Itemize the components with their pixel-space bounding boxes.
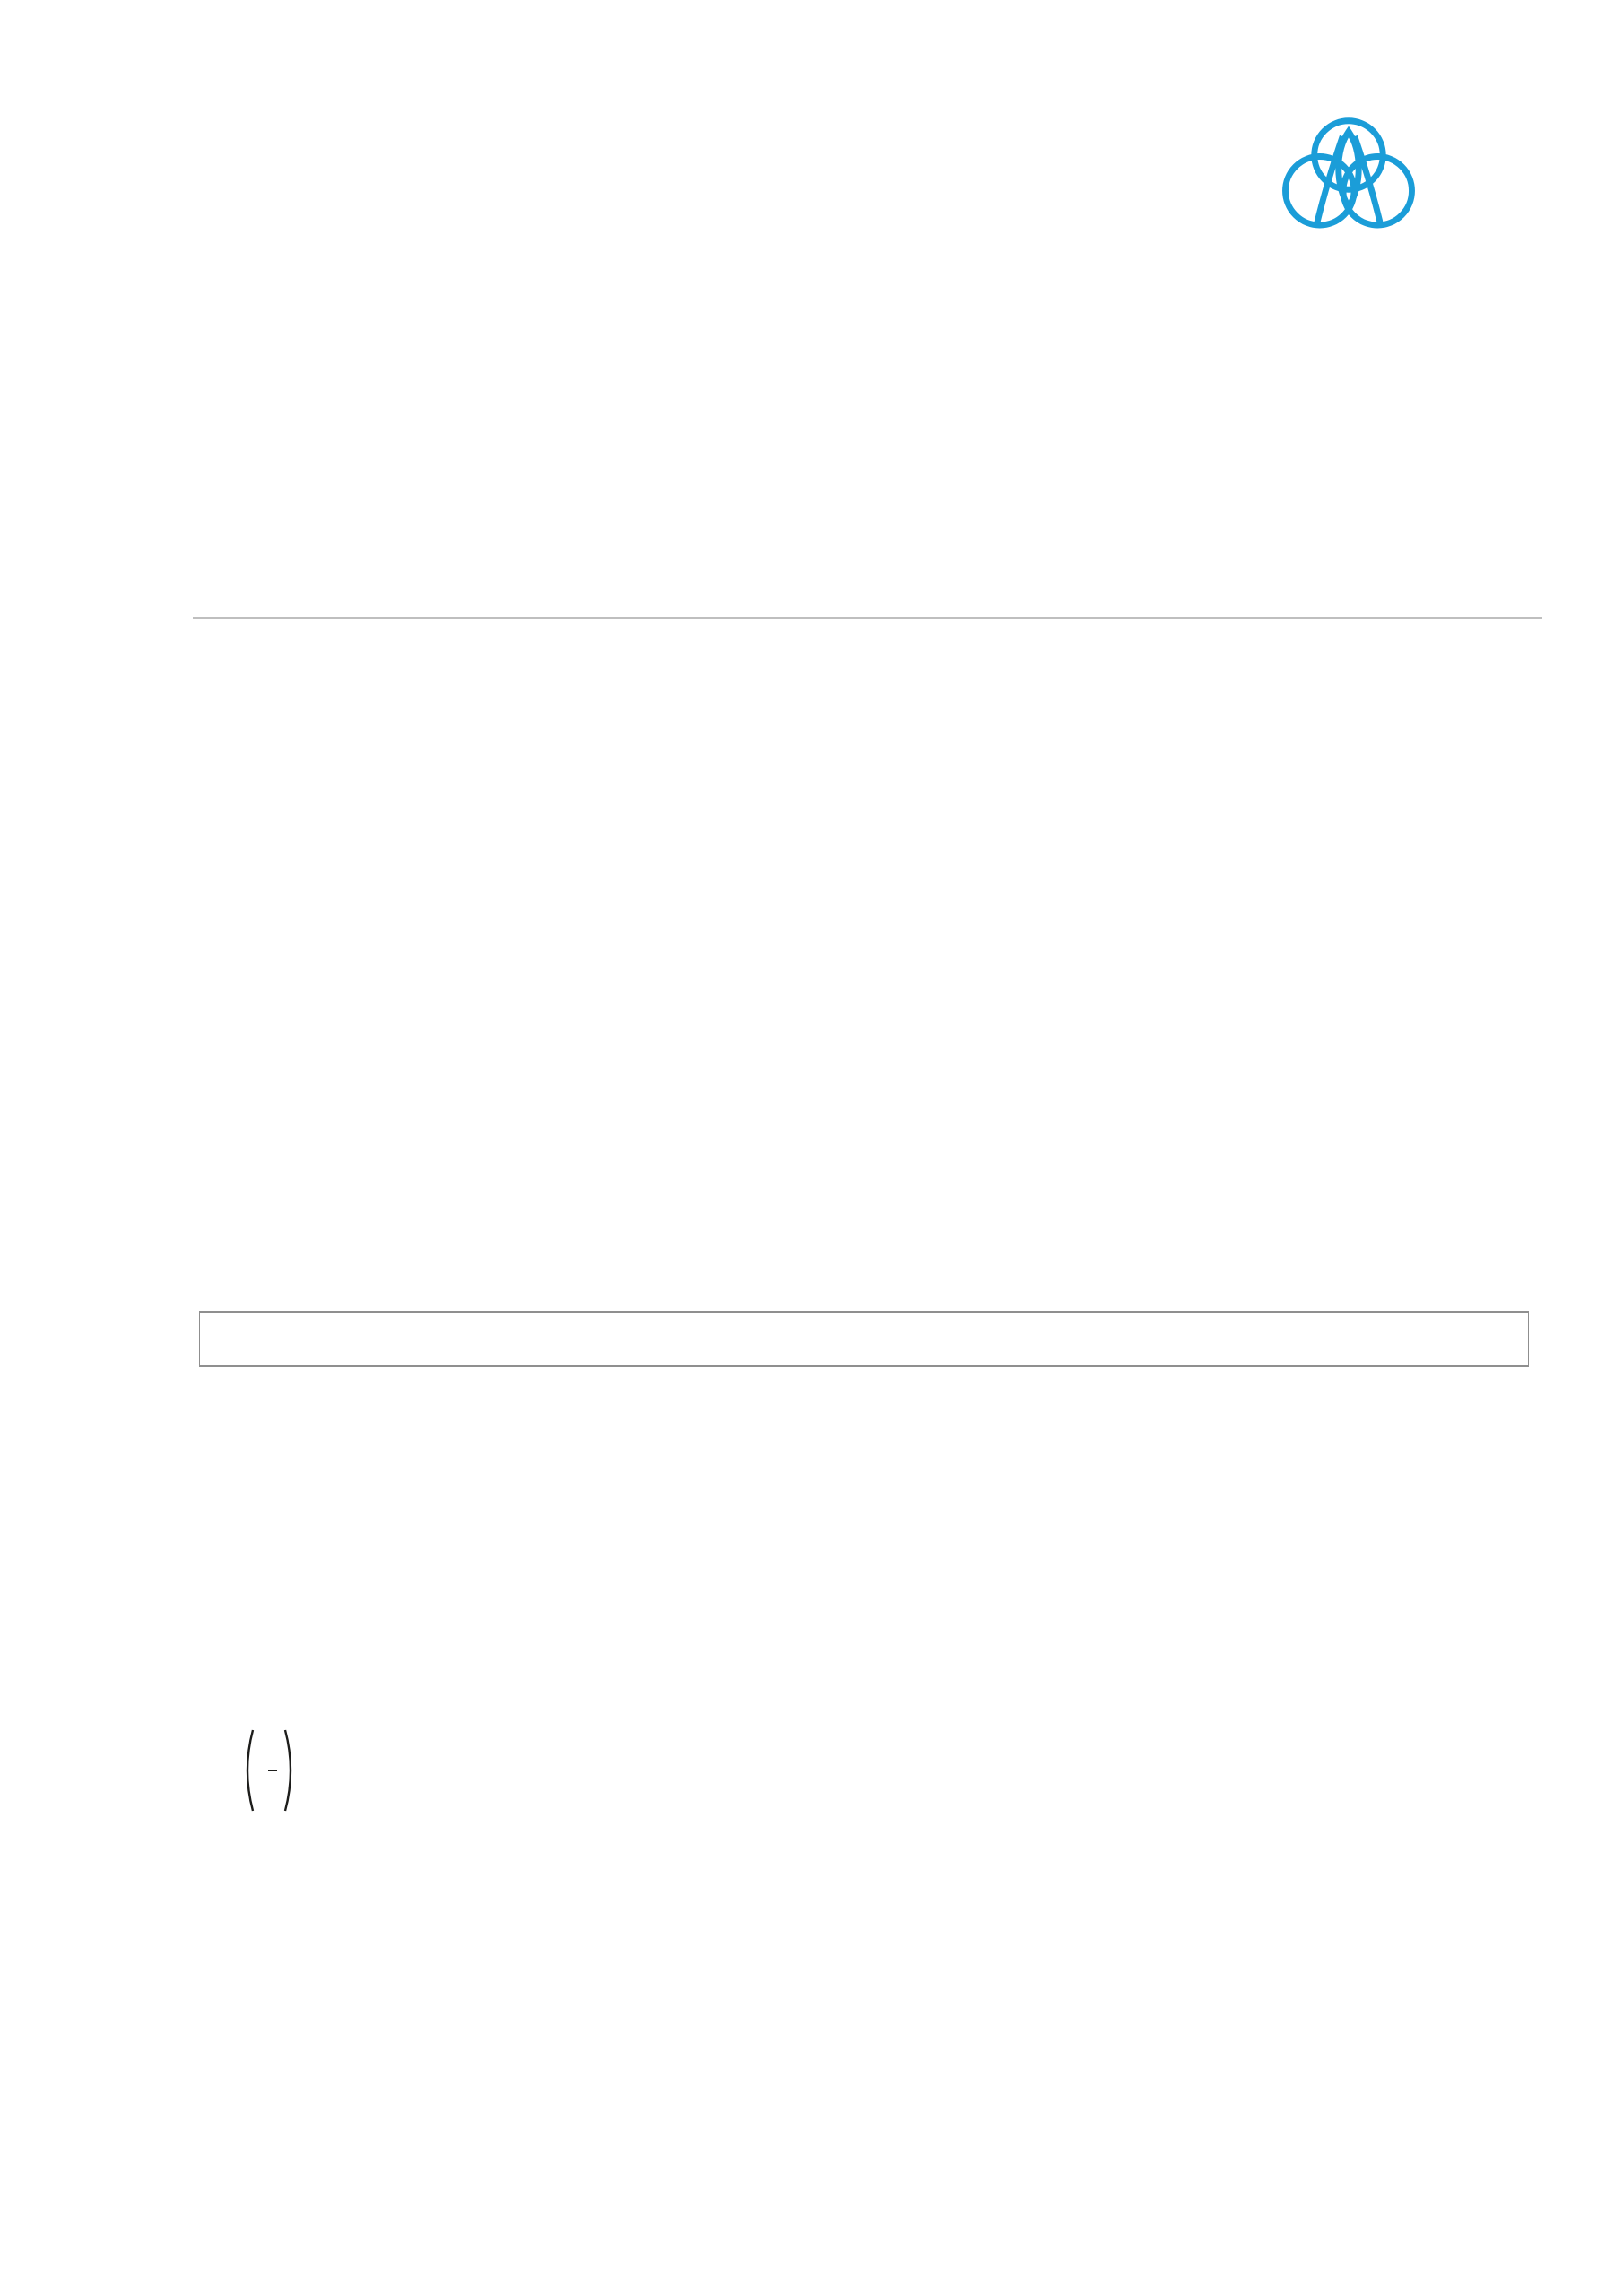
footnote-a-formula-row: [229, 1727, 1569, 1813]
footnotes-section: [193, 1722, 1569, 1822]
ti-over-2-fraction: [268, 1768, 277, 1773]
designation-section: [193, 633, 1542, 680]
al-ti-formula: [239, 1727, 313, 1813]
thyssenkrupp-logo: [1231, 115, 1466, 248]
thyssenkrupp-trefoil-icon: [1281, 115, 1416, 239]
left-paren-icon: [239, 1727, 256, 1813]
chem-composition-table: [199, 1311, 1529, 1367]
header-divider: [193, 617, 1542, 619]
chem-table-wrapper: [199, 1311, 1529, 1367]
footnote-a: [193, 1727, 1569, 1813]
row-header-kurzname: [200, 1312, 1529, 1366]
section-heading-chemische-zusammensetzung: [193, 1259, 204, 1285]
designation-header-row: [193, 633, 1542, 680]
right-paren-icon: [282, 1727, 299, 1813]
